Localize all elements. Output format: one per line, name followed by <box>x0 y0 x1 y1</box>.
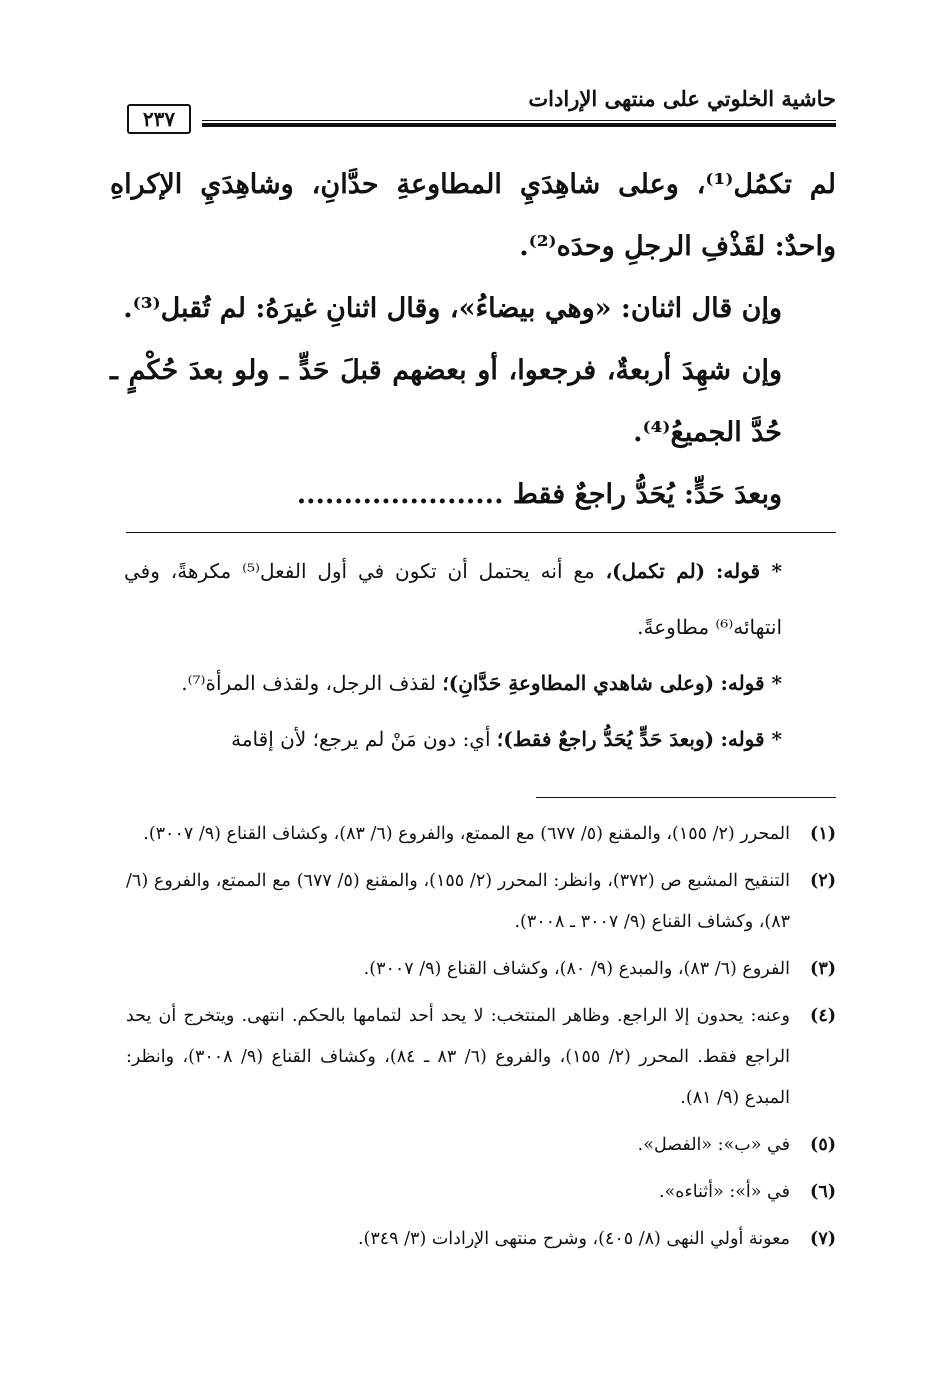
footnotes-section <box>126 814 836 1266</box>
footnote-number: (٤) <box>810 1006 836 1026</box>
commentary-item <box>124 711 836 767</box>
footnote-number: (١) <box>810 824 836 844</box>
footnote-number: (٢) <box>810 871 836 891</box>
footnote-item <box>126 949 836 990</box>
commentary-text: أي: دون مَنْ لم يرجع؛ لأن إقامة <box>231 727 491 751</box>
commentary-marker: * قوله: <box>720 671 782 695</box>
commentary-quote: (لم تكمل)، <box>605 559 706 583</box>
footnote-item <box>126 1125 836 1166</box>
footnote-text: المحرر (٢/ ١٥٥)، والمقنع (٥/ ٦٧٧) مع الممتع، والفروع (٦/ ٨٣)، وكشاف القناع (٩/ ٣٠٠٧). <box>143 824 790 844</box>
commentary-marker: * قوله: <box>720 727 782 751</box>
footnote-item <box>126 996 836 1119</box>
main-paragraph-1: لم تكمُل⁽¹⁾، وعلى شاهِدَيِ المطاوعةِ حدَّانِ، وشاهِدَيِ الإكراهِ واحدٌ: لقَذْفِ الرجلِ وحدَه⁽²⁾. <box>110 169 836 262</box>
footnote-text: في «ب»: «الفصل». <box>637 1135 790 1155</box>
main-text <box>110 154 836 526</box>
running-header-title: حاشية الخلوتي على منتهى الإرادات <box>528 86 836 111</box>
commentary-item <box>124 655 836 711</box>
footnote-text: في «أ»: «أثناءه». <box>659 1182 790 1202</box>
commentary-section <box>124 543 836 767</box>
commentary-text: مع أنه يحتمل أن تكون في أول الفعل⁽⁵⁾ مكرهةً، وفي انتهائه⁽⁶⁾ مطاوعةً. <box>124 559 782 639</box>
footnote-text: وعنه: يحدون إلا الراجع. وظاهر المنتخب: لا يحد أحد لتمامها بالحكم. انتهى. ويتخرج أن يحد الراجع فقط. المحرر (٢/ ١٥٥)، والفروع (٦/ ٨٣ ـ ٨٤)، وكشاف القناع (٩/ ٣٠٠٨)، وانظر: المبدع (٩/ ٨١). <box>126 1006 790 1108</box>
main-paragraph-4-text: وبعدَ حَدٍّ: يُحَدُّ راجعٌ فقط <box>512 479 782 510</box>
footnote-item <box>126 1219 836 1260</box>
commentary-text: لقذف الرجل، ولقذف المرأة⁽⁷⁾. <box>181 671 437 695</box>
main-text-separator <box>126 532 836 533</box>
footnote-number: (٣) <box>810 959 836 979</box>
footnote-number: (٥) <box>810 1135 836 1155</box>
footnote-text: التنقيح المشبع ص (٣٧٢)، وانظر: المحرر (٢/ ١٥٥)، والمقنع (٥/ ٦٧٧) مع الممتع، والفروع (٦/ ٨٣)، وكشاف القناع (٩/ ٣٠٠٧ ـ ٣٠٠٨). <box>126 871 790 932</box>
footnote-item <box>126 814 836 855</box>
commentary-item <box>124 543 836 655</box>
footnote-text: الفروع (٦/ ٨٣)، والمبدع (٩/ ٨٠)، وكشاف القناع (٩/ ٣٠٠٧). <box>363 959 790 979</box>
footnote-item <box>126 1172 836 1213</box>
footnote-separator <box>536 797 836 798</box>
main-paragraph-2: وإن قال اثنان: «وهي بيضاءُ»، وقال اثنانِ غيرَهُ: لم تُقبل⁽³⁾. <box>123 293 782 324</box>
main-paragraph-4 <box>110 464 836 526</box>
footnote-number: (٦) <box>810 1182 836 1202</box>
continuation-dots: ...................... <box>296 479 504 510</box>
footnote-text: معونة أولي النهى (٨/ ٤٠٥)، وشرح منتهى الإرادات (٣/ ٣٤٩). <box>357 1229 790 1249</box>
commentary-quote: (وبعدَ حَدٍّ يُحَدُّ راجعٌ فقط)؛ <box>496 727 715 751</box>
page-number-box: ٢٣٧ <box>127 104 191 134</box>
commentary-quote: (وعلى شاهدي المطاوعةِ حَدَّانِ)؛ <box>442 671 715 695</box>
commentary-marker: * قوله: <box>716 559 783 583</box>
main-paragraph-3: وإن شهِدَ أربعةٌ، فرجعوا، أو بعضهم قبلَ حَدٍّ ـ ولو بعدَ حُكْمٍ ـ حُدَّ الجميعُ⁽⁴⁾. <box>110 355 782 448</box>
header-rule <box>202 120 836 127</box>
footnote-item <box>126 861 836 943</box>
footnote-number: (٧) <box>810 1229 836 1249</box>
